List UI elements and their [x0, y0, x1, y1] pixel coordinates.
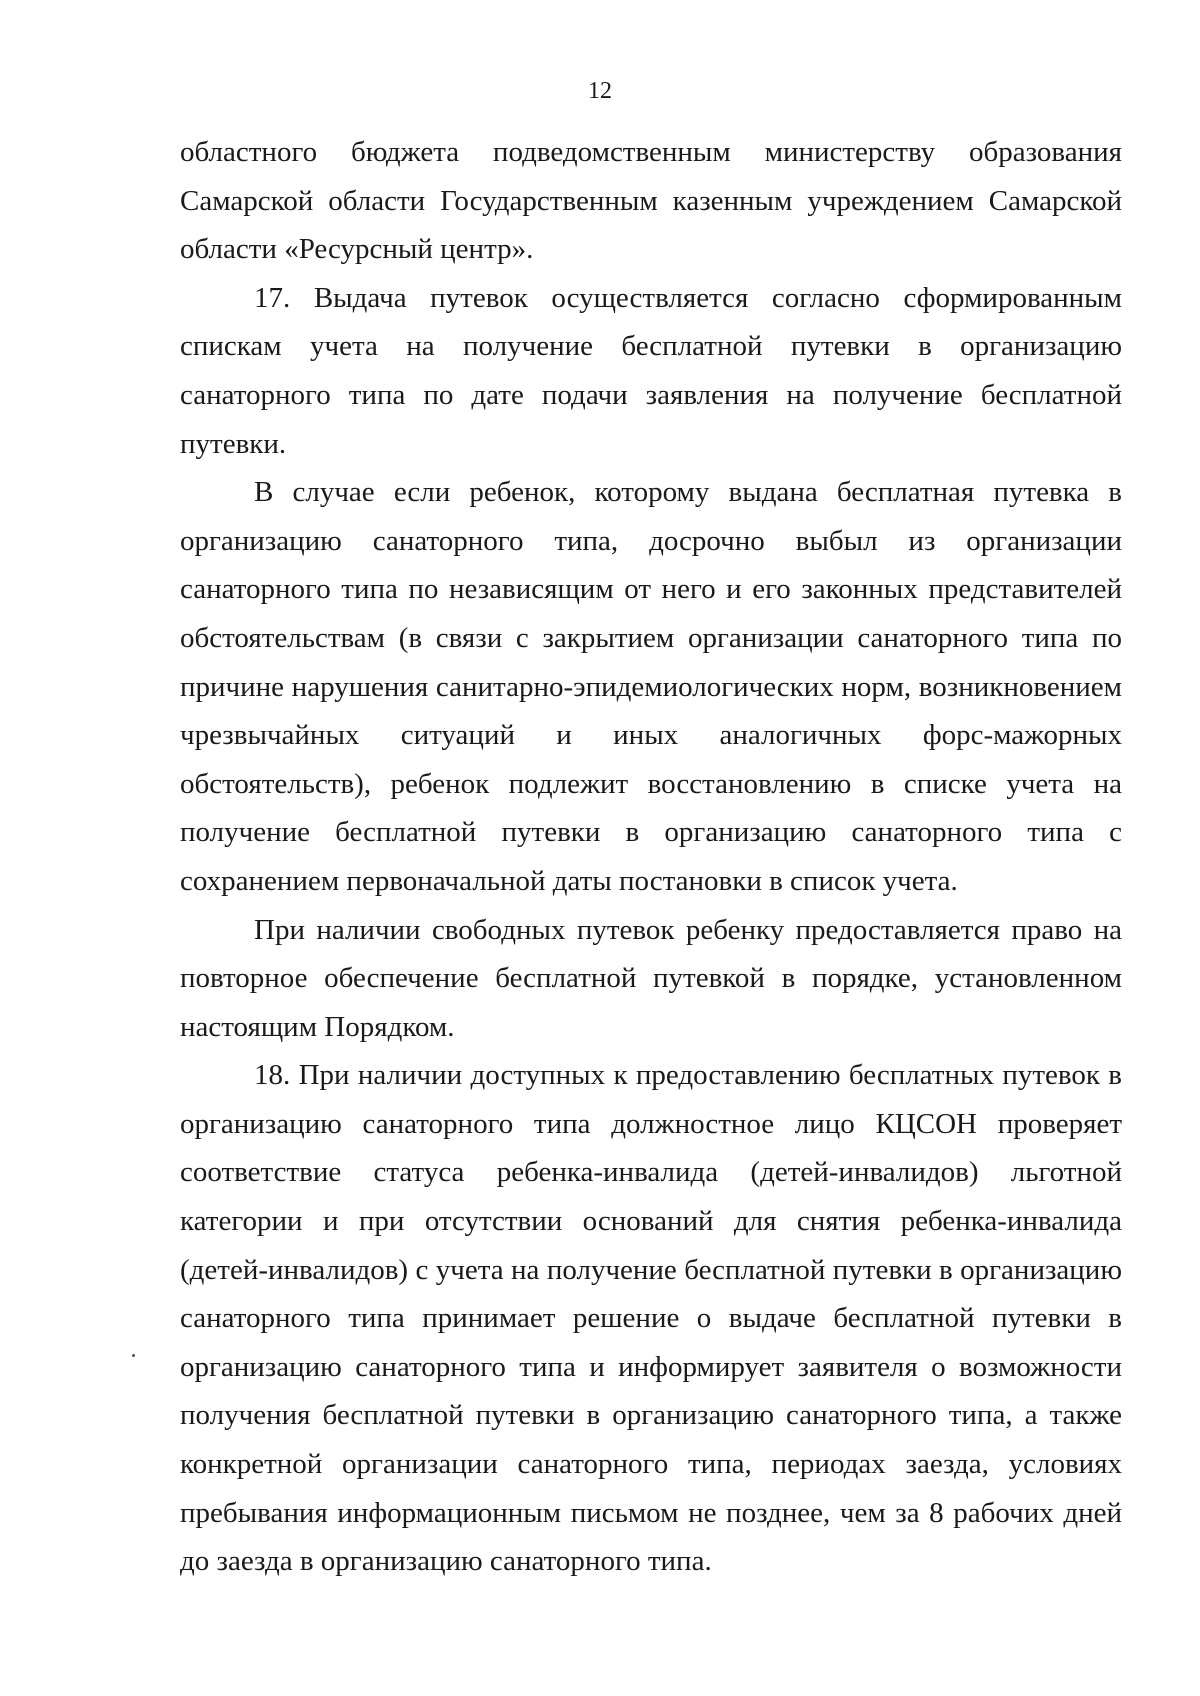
paragraph-continuation: областного бюджета подведомственным министерству образования Самарской области Государственным казенным учреждением Самарской области «Ресурсный центр».: [180, 136, 1122, 266]
page-number: 12: [588, 78, 612, 104]
paragraph-item-17: 17. Выдача путевок осуществляется согласно сформированным спискам учета на получение бесплатной путевки в организацию санаторного типа по дате подачи заявления на получение бесплатной путевки.: [180, 281, 1122, 460]
paragraph-item-18: 18. При наличии доступных к предоставлению бесплатных путевок в организацию санаторного типа должностное лицо КЦСОН проверяет соответствие статуса ребенка-инвалида (детей-инвалидов) льготной категории и при отсутствии оснований для снятия ребенка-инвалида (детей-инвалидов) с учета на получение бесплатной путевки в организацию санаторного типа принимает решение о выдаче бесплатной путевки в организацию санаторного типа и информирует заявителя о возможности получения бесплатной путевки в организацию санаторного типа, а также конкретной организации санаторного типа, периодах заезда, условиях пребывания информационным письмом не позднее, чем за 8 рабочих дней до заезда в организацию санаторного типа.: [180, 1059, 1122, 1578]
scan-speck: [132, 1354, 135, 1357]
paragraph-repeat-provision: При наличии свободных путевок ребенку предоставляется право на повторное обеспечение бесплатной путевкой в порядке, установленном настоящим Порядком.: [180, 913, 1122, 1043]
paragraph-early-departure: В случае если ребенок, которому выдана бесплатная путевка в организацию санаторного типа, досрочно выбыл из организации санаторного типа по независящим от него и его законных представителей обстоятельствам (в связи с закрытием организации санаторного типа по причине нарушения санитарно-эпидемиологических норм, возникновением чрезвычайных ситуаций и иных аналогичных форс-мажорных обстоятельств), ребенок подлежит восстановлению в списке учета на получение бесплатной путевки в организацию санаторного типа с сохранением первоначальной даты постановки в список учета.: [180, 476, 1122, 897]
document-body: [180, 128, 1122, 1586]
